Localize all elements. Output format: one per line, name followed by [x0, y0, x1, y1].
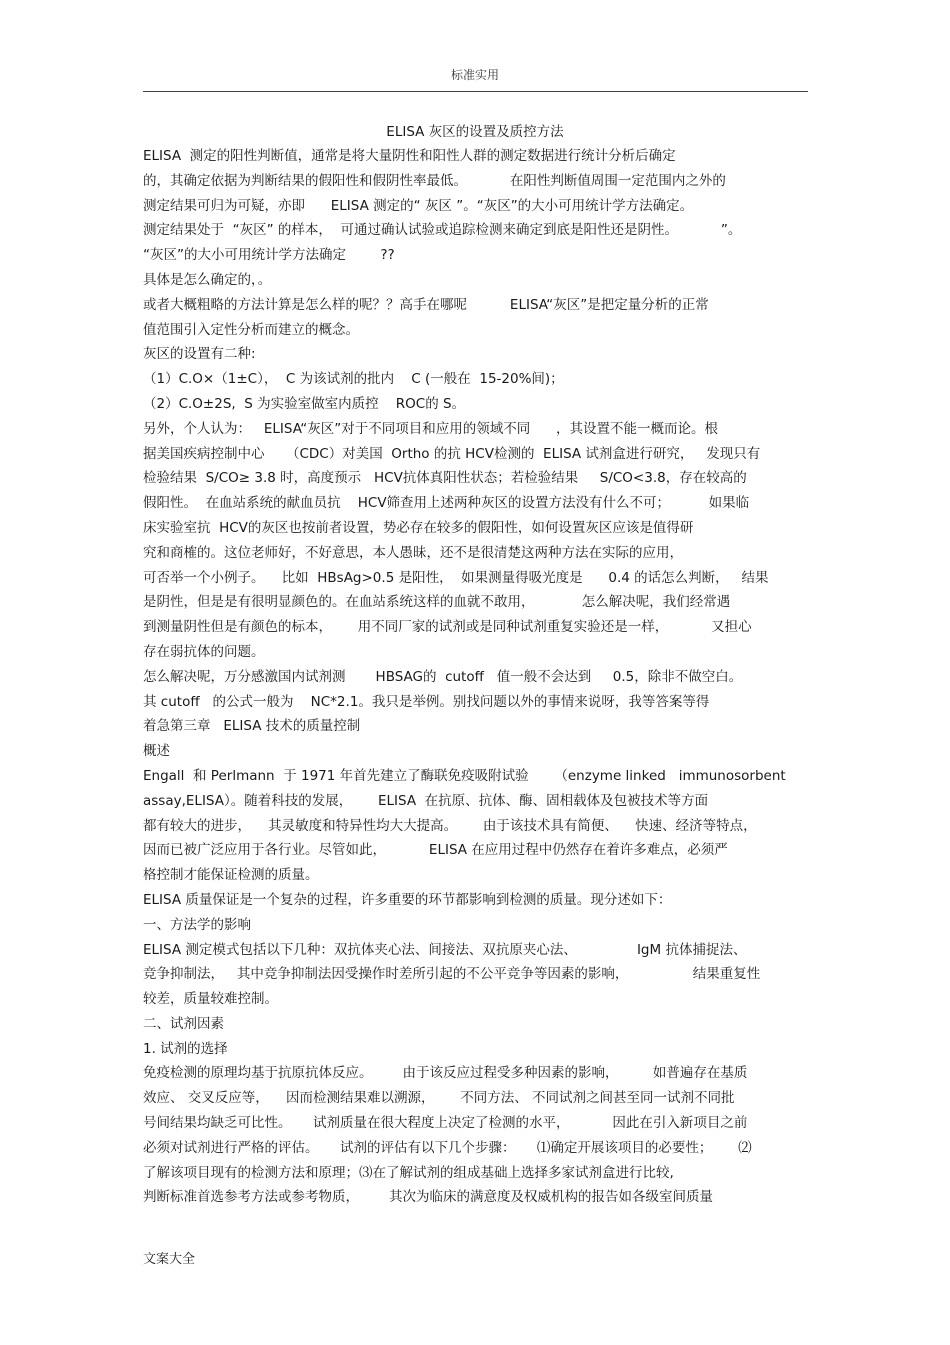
body-line: （2）C.O±2S, S 为实验室做室内质控 ROC的 S。 — [143, 395, 466, 412]
header-divider — [143, 91, 808, 92]
body-line: 灰区的设置有二种: — [143, 346, 256, 363]
body-line: assay,ELISA）。随着科技的发展， ELISA 在抗原、抗体、酶、固相载体及包被技术等方面 — [143, 792, 709, 809]
body-line: 可否举一个小例子。 比如 HBsAg>0.5 是阳性， 如果测量得吸光度是 0.4 的话怎么判断， 结果 — [143, 569, 769, 586]
body-line: 一、方法学的影响 — [143, 916, 251, 933]
body-line: 或者大概粗略的方法计算是怎么样的呢？？高手在哪呢 ELISA“灰区”是把定量分析的正常 — [143, 296, 709, 313]
body-line: 测定结果可归为可疑，亦即 ELISA 测定的“ 灰区 ”。“灰区”的大小可用统计学方法确定。 — [143, 197, 694, 214]
body-line: 较差，质量较难控制。 — [143, 991, 278, 1008]
body-line: 据美国疾病控制中心 （CDC）对美国 Ortho 的抗 HCV检测的 ELISA 试剂盒进行研究， 发现只有 — [143, 445, 761, 462]
page-header: 标准实用 — [450, 68, 499, 82]
body-line: 具体是怎么确定的，。 — [143, 271, 272, 288]
body-line: 着急第三章 ELISA 技术的质量控制 — [143, 718, 361, 735]
body-line: 存在弱抗体的问题。 — [143, 643, 265, 660]
document-body — [143, 144, 808, 1210]
body-line: 其 cutoff 的公式一般为 NC*2.1。我只是举例。别找问题以外的事情来说呀，我等答案等得 — [143, 693, 710, 710]
body-line: Engall 和 Perlmann 于 1971 年首先建立了酶联免疫吸附试验 （enzyme linked immunosorbent — [143, 767, 786, 784]
body-line: 检验结果 S/CO≥ 3.8 时，高度预示 HCV抗体真阳性状态；若检验结果 S/CO<3.8，存在较高的 — [143, 470, 747, 487]
body-line: ELISA 质量保证是一个复杂的过程，许多重要的环节都影响到检测的质量。现分述如下： — [143, 891, 672, 908]
body-line: 概述 — [143, 743, 170, 760]
body-line: 床实验室抗 HCV的灰区也按前者设置，势必存在较多的假阳性，如何设置灰区应该是值得研 — [143, 519, 694, 536]
body-line: 效应、 交叉反应等， 因而检测结果难以溯源， 不同方法、 不同试剂之间甚至同一试剂不同批 — [143, 1090, 735, 1107]
body-line: 二、试剂因素 — [143, 1015, 224, 1032]
body-line: 格控制才能保证检测的质量。 — [143, 867, 319, 884]
body-line: 另外，个人认为： ELISA“灰区”对于不同项目和应用的领域不同 ，其设置不能一概而论。根 — [143, 420, 718, 437]
body-line: “灰区”的大小可用统计学方法确定 ?? — [143, 247, 395, 264]
body-line: 到测量阴性但是有颜色的标本， 用不同厂家的试剂或是同种试剂重复实验还是一样， 又担心 — [143, 619, 752, 636]
page-footer: 文案大全 — [143, 1252, 196, 1267]
body-line: 是阴性，但是是有很明显颜色的。在血站系统这样的血就不敢用， 怎么解决呢，我们经常遇 — [143, 594, 731, 611]
body-line: 免疫检测的原理均基于抗原抗体反应。 由于该反应过程受多种因素的影响， 如普遍存在基质 — [143, 1065, 748, 1082]
body-line: 都有较大的进步， 其灵敏度和特异性均大大提高。 由于该技术具有简便、 快速、经济等特点， — [143, 817, 757, 834]
body-line: 竞争抑制法， 其中竞争抑制法因受操作时差所引起的不公平竞争等因素的影响， 结果重复性 — [143, 966, 761, 983]
body-line: 了解该项目现有的检测方法和原理；⑶在了解试剂的组成基础上选择多家试剂盒进行比较, — [143, 1164, 674, 1181]
body-line: 号间结果均缺乏可比性。 试剂质量在很大程度上决定了检测的水平， 因此在引入新项目之前 — [143, 1115, 748, 1132]
body-line: （1）C.O×（1±C）， C 为该试剂的批内 C (一般在 15-20%间)； — [143, 371, 564, 388]
body-line: 判断标准首选参考方法或参考物质， 其次为临床的满意度及权威机构的报告如各级室间质量 — [143, 1189, 714, 1206]
body-line: ELISA 测定的阳性判断值，通常是将大量阴性和阳性人群的测定数据进行统计分析后确定 — [143, 148, 676, 164]
body-line: 必须对试剂进行严格的评估。 试剂的评估有以下几个步骤： ⑴确定开展该项目的必要性； ⑵ — [143, 1139, 752, 1156]
body-line: 怎么解决呢，万分感激国内试剂测 HBSAG的 cutoff 值一般不会达到 0.5，除非不做空白。 — [143, 668, 743, 685]
document-title: ELISA 灰区的设置及质控方法 — [386, 124, 564, 140]
body-line: 值范围引入定性分析而建立的概念。 — [143, 321, 359, 338]
body-line: 的，其确定依据为判断结果的假阳性和假阴性率最低。 在阳性判断值周围一定范围内之外的 — [143, 172, 726, 189]
body-line: ELISA 测定模式包括以下几种：双抗体夹心法、间接法、双抗原夹心法、 IgM 抗体捕捉法、 — [143, 941, 747, 958]
body-line: 究和商榷的。这位老师好，不好意思，本人愚昧，还不是很清楚这两种方法在实际的应用， — [143, 544, 683, 561]
body-line: 测定结果处于 “灰区” 的样本， 可通过确认试验或追踪检测来确定到底是阳性还是阴性。 ”。 — [143, 222, 742, 239]
body-line: 1. 试剂的选择 — [143, 1040, 228, 1057]
body-line: 因而已被广泛应用于各行业。尽管如此， ELISA 在应用过程中仍然存在着许多难点，必须严 — [143, 842, 728, 859]
body-line: 假阳性。 在血站系统的献血员抗 HCV筛查用上述两种灰区的设置方法没有什么不可； 如果临 — [143, 495, 750, 512]
